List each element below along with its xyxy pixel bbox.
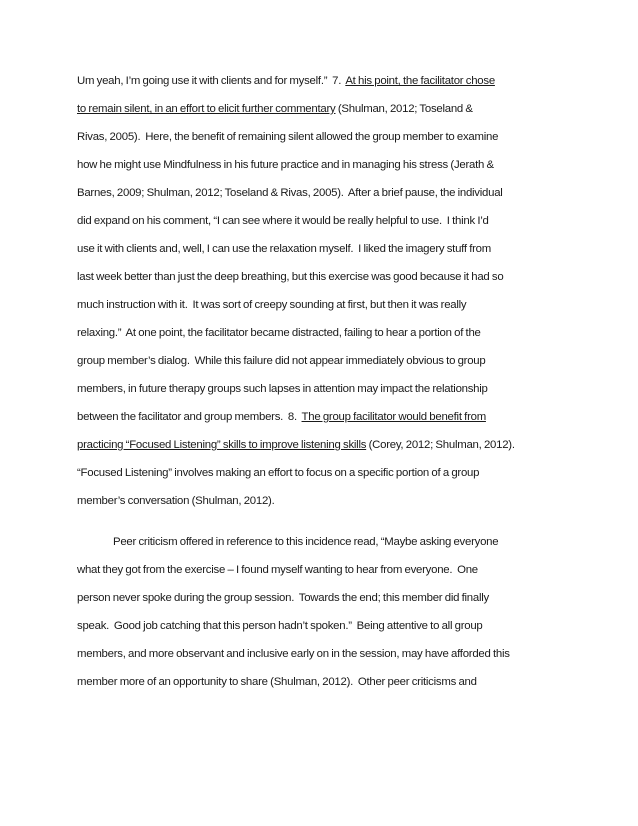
text-segment: Barnes, 2009; Shulman, 2012; Toseland & Rivas, 2005). After a brief pause, the individual: [77, 187, 503, 199]
underlined-text: At his point, the facilitator chose: [345, 75, 495, 87]
text-segment: what they got from the exercise – I found myself wanting to hear from everyone. One: [77, 564, 478, 576]
underlined-text: The group facilitator would benefit from: [301, 411, 486, 423]
text-segment: much instruction with it. It was sort of creepy sounding at first, but then it was really: [77, 299, 467, 311]
text-segment: members, and more observant and inclusive early on in the session, may have afforded this: [77, 648, 510, 660]
text-segment: Rivas, 2005). Here, the benefit of remaining silent allowed the group member to examine: [77, 131, 499, 143]
text-line: [77, 465, 567, 481]
underlined-text: practicing “Focused Listening” skills to improve listening skills: [77, 439, 367, 451]
text-segment: did expand on his comment, “I can see where it would be really helpful to use. I think I’d: [77, 215, 489, 227]
text-line: [77, 493, 567, 509]
text-segment: speak. Good job catching that this person hadn’t spoken.” Being attentive to all group: [77, 620, 483, 632]
text-segment: member’s conversation (Shulman, 2012).: [77, 495, 275, 507]
text-segment: “Focused Listening” involves making an effort to focus on a specific portion of a group: [77, 467, 480, 479]
underlined-text: to remain silent, in an effort to elicit further commentary: [77, 103, 336, 115]
text-line: [77, 437, 567, 453]
text-line: [77, 129, 567, 145]
text-line: [77, 213, 567, 229]
text-line: [77, 674, 567, 690]
text-line: [77, 590, 567, 606]
text-line: [77, 269, 567, 285]
text-segment: last week better than just the deep breathing, but this exercise was good because it had so: [77, 271, 504, 283]
text-line: [77, 241, 567, 257]
text-segment: relaxing.” At one point, the facilitator became distracted, failing to hear a portion of the: [77, 327, 481, 339]
text-line: [113, 534, 567, 550]
text-segment: members, in future therapy groups such lapses in attention may impact the relationship: [77, 383, 488, 395]
text-line: [77, 562, 567, 578]
text-segment: group member’s dialog. While this failure did not appear immediately obvious to group: [77, 355, 486, 367]
text-line: [77, 381, 567, 397]
text-line: [77, 353, 567, 369]
text-line: [77, 101, 567, 117]
text-segment: member more of an opportunity to share (Shulman, 2012). Other peer criticisms and: [77, 676, 477, 688]
text-line: [77, 618, 567, 634]
text-line: [77, 185, 567, 201]
text-segment: (Shulman, 2012; Toseland &: [335, 103, 473, 115]
text-line: [77, 409, 567, 425]
text-line: [77, 325, 567, 341]
text-line: [77, 73, 567, 89]
text-line: [77, 157, 567, 173]
text-segment: Um yeah, I’m going use it with clients and for myself.” 7.: [77, 75, 346, 87]
text-line: [77, 297, 567, 313]
text-segment: between the facilitator and group members. 8.: [77, 411, 302, 423]
text-segment: use it with clients and, well, I can use the relaxation myself. I liked the imagery stuff from: [77, 243, 492, 255]
text-line: [77, 646, 567, 662]
text-segment: (Corey, 2012; Shulman, 2012).: [366, 439, 515, 451]
text-segment: person never spoke during the group session. Towards the end; this member did finally: [77, 592, 489, 604]
text-segment: how he might use Mindfulness in his future practice and in managing his stress (Jerath &: [77, 159, 494, 171]
text-segment: Peer criticism offered in reference to this incidence read, “Maybe asking everyone: [113, 536, 499, 548]
